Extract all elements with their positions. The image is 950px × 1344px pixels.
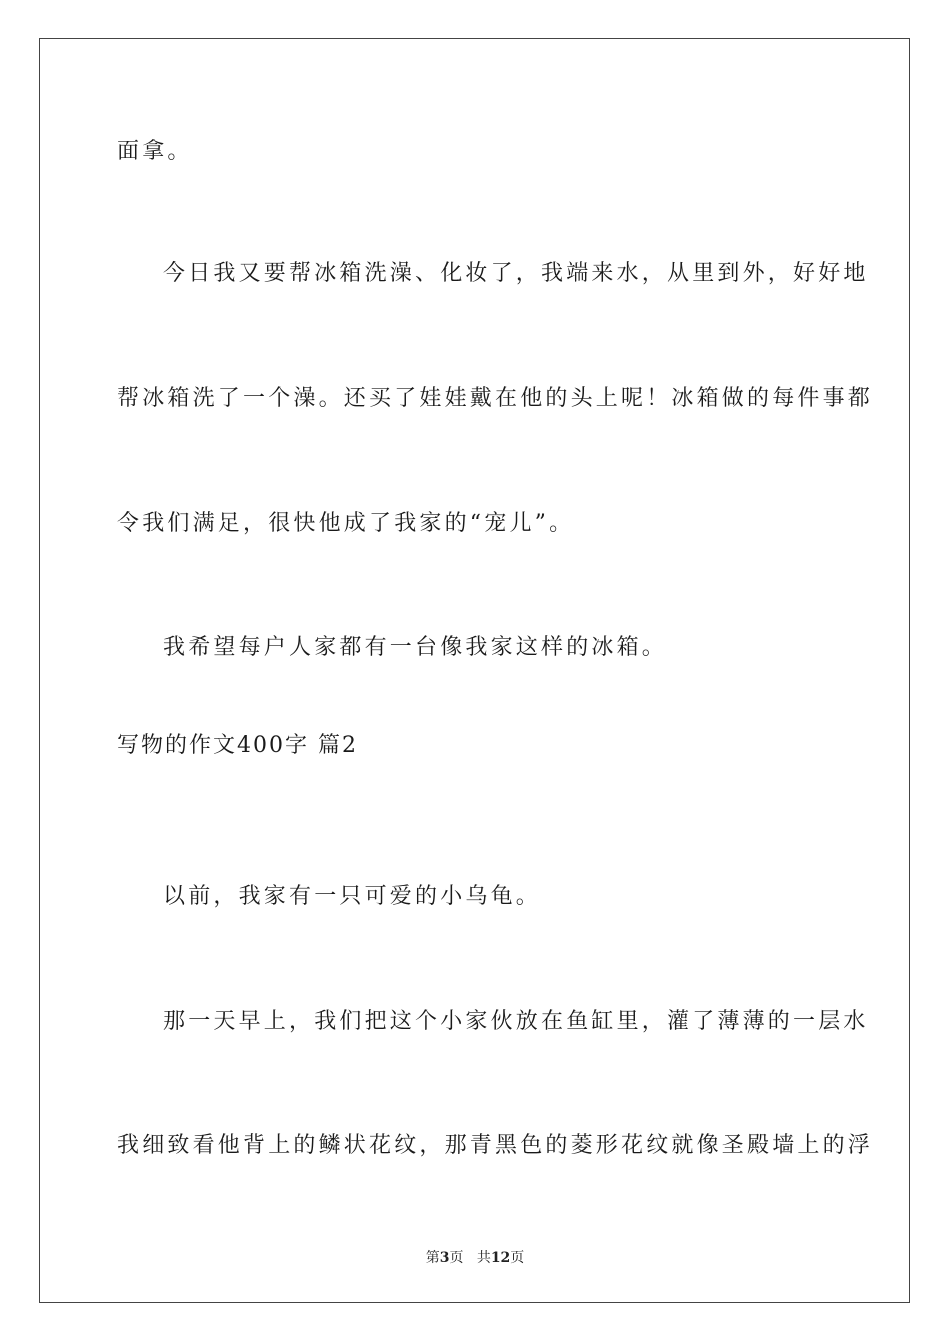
page-number: 3	[439, 1250, 450, 1266]
paragraph-line: 以前，我家有一只可爱的小乌龟。	[163, 884, 542, 909]
paragraph-line: 面拿。	[117, 139, 193, 164]
page-suffix: 页	[449, 1250, 464, 1266]
page-prefix: 第	[425, 1250, 440, 1266]
total-pages: 12	[490, 1250, 511, 1266]
page-border	[39, 38, 910, 1303]
section-heading: 写物的作文400字 篇2	[117, 733, 358, 758]
paragraph-line: 令我们满足，很快他成了我家的“宠儿”。	[117, 511, 575, 536]
total-prefix: 共	[476, 1250, 491, 1266]
paragraph-line: 帮冰箱洗了一个澡。还买了娃娃戴在他的头上呢！冰箱做的每件事都	[117, 386, 874, 411]
paragraph-line: 我细致看他背上的鳞状花纹，那青黑色的菱形花纹就像圣殿墙上的浮	[117, 1133, 874, 1158]
paragraph-line: 我希望每户人家都有一台像我家这样的冰箱。	[163, 635, 668, 660]
paragraph-line: 今日我又要帮冰箱洗澡、化妆了，我端来水，从里到外，好好地	[163, 261, 869, 286]
total-suffix: 页	[510, 1250, 525, 1266]
paragraph-line: 那一天早上，我们把这个小家伙放在鱼缸里，灌了薄薄的一层水	[163, 1009, 869, 1034]
page-footer	[0, 1248, 950, 1268]
